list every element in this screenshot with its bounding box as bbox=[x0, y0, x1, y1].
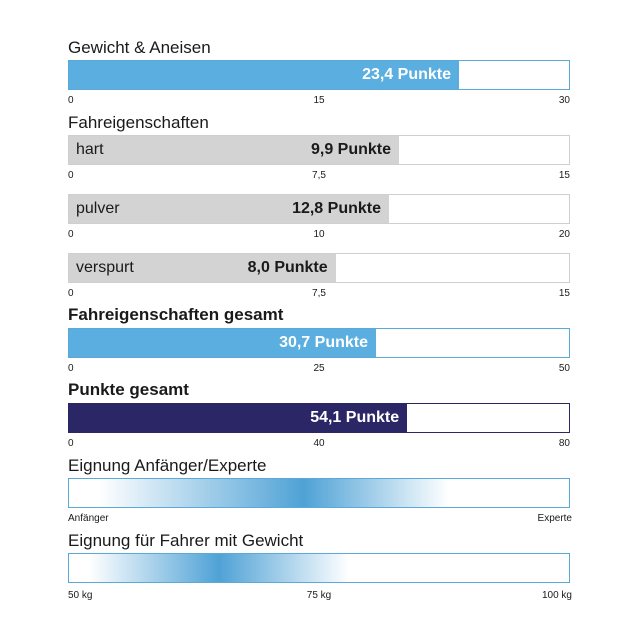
value-label-hart: 9,9 Punkte bbox=[310, 141, 391, 158]
inline-label-hart: hart bbox=[76, 141, 104, 158]
tick-verspurt-mid: 7,5 bbox=[312, 288, 326, 299]
scale-gradient-level bbox=[68, 478, 570, 508]
title-driving: Fahreigenschaften bbox=[68, 113, 209, 132]
value-label-verspurt: 8,0 Punkte bbox=[247, 259, 328, 276]
tick-pulver-mid: 10 bbox=[313, 229, 325, 240]
tick-pulver-max: 20 bbox=[558, 229, 570, 240]
tick-level-beginner: Anfänger bbox=[68, 513, 109, 524]
tick-total-min: 0 bbox=[68, 438, 74, 449]
tick-weight-50: 50 kg bbox=[68, 590, 93, 601]
title-driving-total: Fahreigenschaften gesamt bbox=[68, 305, 284, 324]
title-level: Eignung Anfänger/Experte bbox=[68, 456, 267, 475]
bar-fill-weight-anchor bbox=[69, 61, 459, 89]
scale-gradient-rider-weight bbox=[68, 553, 570, 583]
tick-verspurt-min: 0 bbox=[68, 288, 74, 299]
bar-track-hart bbox=[68, 135, 570, 165]
tick-hart-max: 15 bbox=[558, 170, 570, 181]
tick-driving-total-min: 0 bbox=[68, 363, 74, 374]
title-total: Punkte gesamt bbox=[68, 380, 189, 399]
bar-track-verspurt bbox=[68, 253, 570, 283]
tick-weight-anchor-mid: 15 bbox=[313, 95, 325, 106]
inline-label-pulver: pulver bbox=[76, 200, 120, 217]
value-label-weight-anchor: 23,4 Punkte bbox=[362, 66, 451, 83]
bar-fill-hart bbox=[69, 136, 399, 164]
tick-driving-total-max: 50 bbox=[558, 363, 570, 374]
bar-track-pulver bbox=[68, 194, 570, 224]
bar-track-driving-total bbox=[68, 328, 570, 358]
inline-label-verspurt: verspurt bbox=[76, 259, 134, 276]
tick-total-max: 80 bbox=[558, 438, 570, 449]
title-rider-weight: Eignung für Fahrer mit Gewicht bbox=[68, 531, 304, 550]
value-label-pulver: 12,8 Punkte bbox=[292, 200, 381, 217]
tick-hart-min: 0 bbox=[68, 170, 74, 181]
tick-weight-100: 100 kg bbox=[541, 590, 572, 601]
tick-driving-total-mid: 25 bbox=[313, 363, 325, 374]
tick-weight-anchor-max: 30 bbox=[558, 95, 570, 106]
title-weight-anchor: Gewicht & Aneisen bbox=[68, 38, 211, 57]
value-label-total: 54,1 Punkte bbox=[310, 409, 400, 426]
tick-weight-75: 75 kg bbox=[306, 590, 332, 601]
bar-track-weight-anchor bbox=[68, 60, 570, 90]
bar-fill-total bbox=[69, 404, 407, 432]
tick-total-mid: 40 bbox=[313, 438, 325, 449]
bar-track-total bbox=[68, 403, 570, 433]
value-label-driving-total: 30,7 Punkte bbox=[279, 334, 368, 351]
tick-level-expert: Experte bbox=[537, 513, 572, 524]
tick-verspurt-max: 15 bbox=[558, 288, 570, 299]
tick-hart-mid: 7,5 bbox=[312, 170, 326, 181]
bar-fill-driving-total bbox=[69, 329, 376, 357]
tick-weight-anchor-min: 0 bbox=[68, 95, 74, 106]
tick-pulver-min: 0 bbox=[68, 229, 74, 240]
